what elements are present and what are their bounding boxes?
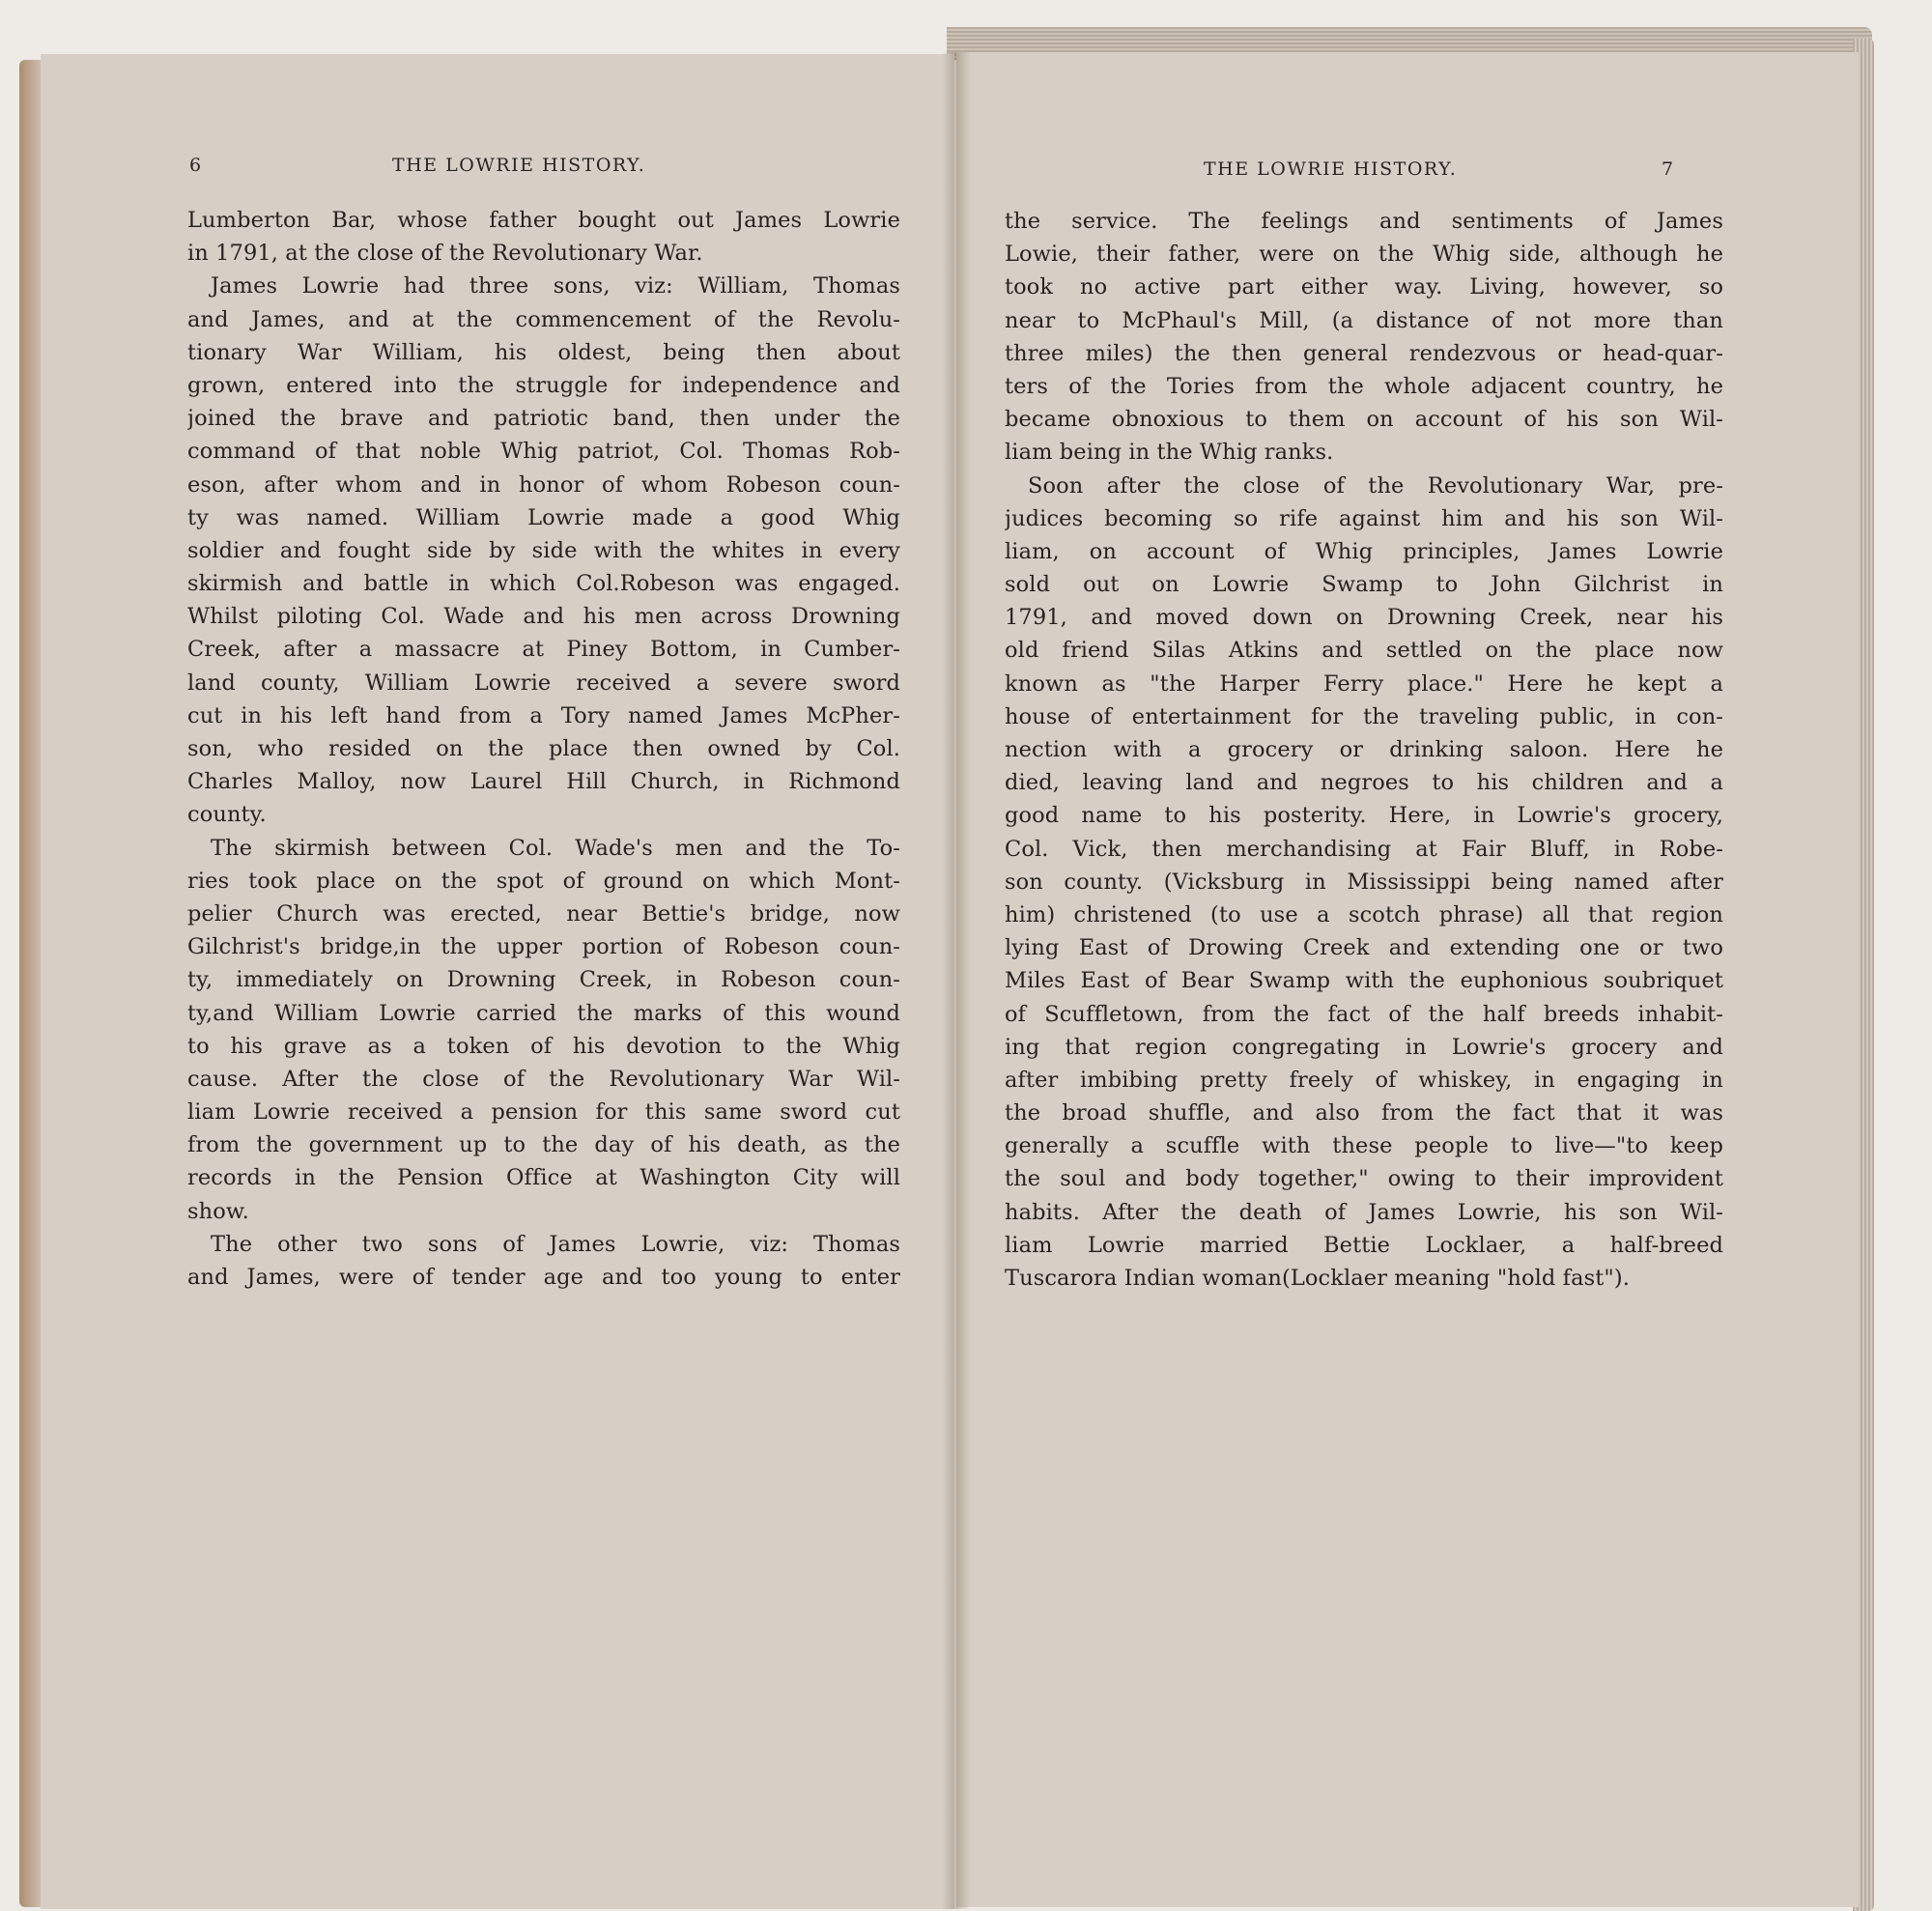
- text-line: the broad shuffle, and also from the fact that it was: [1005, 1100, 1723, 1127]
- text-line: habits. After the death of James Lowrie, his son Wil-: [1005, 1199, 1723, 1225]
- text-line: Tuscarora Indian woman(Locklaer meaning "hold fast").: [1005, 1266, 1630, 1291]
- text-line: pelier Church was erected, near Bettie's bridge, now: [187, 900, 900, 927]
- text-line: and James, were of tender age and too young to enter: [187, 1265, 900, 1290]
- right-page: [956, 52, 1859, 1907]
- left-page: [41, 54, 954, 1909]
- text-line: skirmish and battle in which Col.Robeson was engaged.: [187, 571, 900, 597]
- left-running-head: THE LOWRIE HISTORY.: [392, 155, 646, 176]
- text-line: house of entertainment for the traveling public, in con-: [1005, 703, 1723, 729]
- text-line: son county. (Vicksburg in Mississippi being named after: [1005, 869, 1723, 895]
- text-line: ries took place on the spot of ground on which Mont-: [187, 868, 900, 894]
- book-gutter: [942, 52, 971, 1909]
- text-line: three miles) the then general rendezvous or head-quar-: [1005, 340, 1723, 366]
- text-line: cut in his left hand from a Tory named James McPher-: [187, 702, 900, 728]
- text-line: died, leaving land and negroes to his children and a: [1005, 770, 1723, 796]
- text-line: judices becoming so rife against him and his son Wil-: [1005, 505, 1723, 531]
- right-page-number: 7: [1662, 158, 1674, 180]
- text-line: of Scuffletown, from the fact of the half breeds inhabit-: [1005, 1001, 1723, 1027]
- text-line: and James, and at the commencement of the Revolu-: [187, 306, 900, 332]
- text-line: command of that noble Whig patriot, Col. Thomas Rob-: [187, 439, 900, 465]
- text-line: show.: [187, 1198, 249, 1224]
- text-line: Lumberton Bar, whose father bought out James Lowrie: [187, 208, 900, 233]
- text-line: Col. Vick, then merchandising at Fair Bluff, in Robe-: [1005, 836, 1723, 862]
- text-line: Lowie, their father, were on the Whig side, although he: [1005, 242, 1723, 268]
- text-line: became obnoxious to them on account of his son Wil-: [1005, 407, 1723, 433]
- text-line: ty,and William Lowrie carried the marks of this wound: [187, 1000, 900, 1026]
- text-line: land county, William Lowrie received a severe sword: [187, 670, 900, 696]
- text-line: liam, on account of Whig principles, James Lowrie: [1005, 538, 1723, 564]
- left-page-body: [187, 204, 900, 1294]
- text-line: eson, after whom and in honor of whom Robeson coun-: [187, 471, 900, 498]
- text-line: old friend Silas Atkins and settled on the place now: [1005, 638, 1723, 664]
- text-line: son, who resided on the place then owned by Col.: [187, 736, 900, 761]
- text-line: Soon after the close of the Revolutionary War, pre-: [1028, 472, 1723, 499]
- text-line: cause. After the close of the Revolutionary War Wil-: [187, 1066, 900, 1092]
- text-line: Miles East of Bear Swamp with the euphonious soubriquet: [1005, 968, 1723, 994]
- text-line: soldier and fought side by side with the whites in every: [187, 537, 900, 563]
- text-line: the service. The feelings and sentiments of James: [1005, 209, 1723, 234]
- text-line: The skirmish between Col. Wade's men and the To-: [211, 835, 900, 861]
- text-line: Whilst piloting Col. Wade and his men across Drowning: [187, 604, 900, 630]
- text-line: near to McPhaul's Mill, (a distance of not more than: [1005, 307, 1723, 333]
- text-line: records in the Pension Office at Washington City will: [187, 1165, 900, 1191]
- text-line: liam Lowrie married Bettie Locklaer, a half-breed: [1005, 1232, 1723, 1258]
- text-line: after imbibing pretty freely of whiskey, in engaging in: [1005, 1067, 1723, 1093]
- text-line: Charles Malloy, now Laurel Hill Church, in Richmond: [187, 769, 900, 795]
- text-line: him) christened (to use a scotch phrase) all that region: [1005, 901, 1723, 927]
- text-line: ing that region congregating in Lowrie's grocery and: [1005, 1034, 1723, 1060]
- text-line: grown, entered into the struggle for independence and: [187, 372, 900, 398]
- left-page-number: 6: [189, 155, 202, 176]
- text-line: joined the brave and patriotic band, then under the: [187, 406, 900, 432]
- text-line: The other two sons of James Lowrie, viz: Thomas: [211, 1231, 900, 1257]
- text-line: 1791, and moved down on Drowning Creek, near his: [1005, 605, 1723, 631]
- text-line: liam being in the Whig ranks.: [1005, 440, 1334, 466]
- text-line: ty, immediately on Drowning Creek, in Robeson coun-: [187, 967, 900, 993]
- text-line: ters of the Tories from the whole adjacent country, he: [1005, 373, 1723, 399]
- right-page-body: [1005, 205, 1723, 1295]
- text-line: Creek, after a massacre at Piney Bottom, in Cumber-: [187, 637, 900, 663]
- text-line: the soul and body together," owing to their improvident: [1005, 1166, 1723, 1192]
- text-line: liam Lowrie received a pension for this same sword cut: [187, 1099, 900, 1126]
- text-line: good name to his posterity. Here, in Lowrie's grocery,: [1005, 803, 1723, 829]
- text-line: nection with a grocery or drinking saloon. Here he: [1005, 737, 1723, 762]
- text-line: known as "the Harper Ferry place." Here he kept a: [1005, 670, 1723, 697]
- text-line: tionary War William, his oldest, being then about: [187, 339, 900, 365]
- text-line: to his grave as a token of his devotion to the Whig: [187, 1033, 900, 1059]
- text-line: lying East of Drowing Creek and extending one or two: [1005, 935, 1723, 961]
- text-line: generally a scuffle with these people to live—"to keep: [1005, 1133, 1723, 1159]
- text-line: county.: [187, 802, 267, 828]
- text-line: ty was named. William Lowrie made a good Whig: [187, 504, 900, 530]
- text-line: in 1791, at the close of the Revolutionary War.: [187, 241, 703, 267]
- text-line: James Lowrie had three sons, viz: William, Thomas: [211, 273, 900, 299]
- text-line: Gilchrist's bridge,in the upper portion of Robeson coun-: [187, 934, 900, 960]
- right-running-head: THE LOWRIE HISTORY.: [1204, 158, 1458, 180]
- text-line: took no active part either way. Living, however, so: [1005, 274, 1723, 300]
- text-line: sold out on Lowrie Swamp to John Gilchrist in: [1005, 572, 1723, 598]
- text-line: from the government up to the day of his death, as the: [187, 1132, 900, 1158]
